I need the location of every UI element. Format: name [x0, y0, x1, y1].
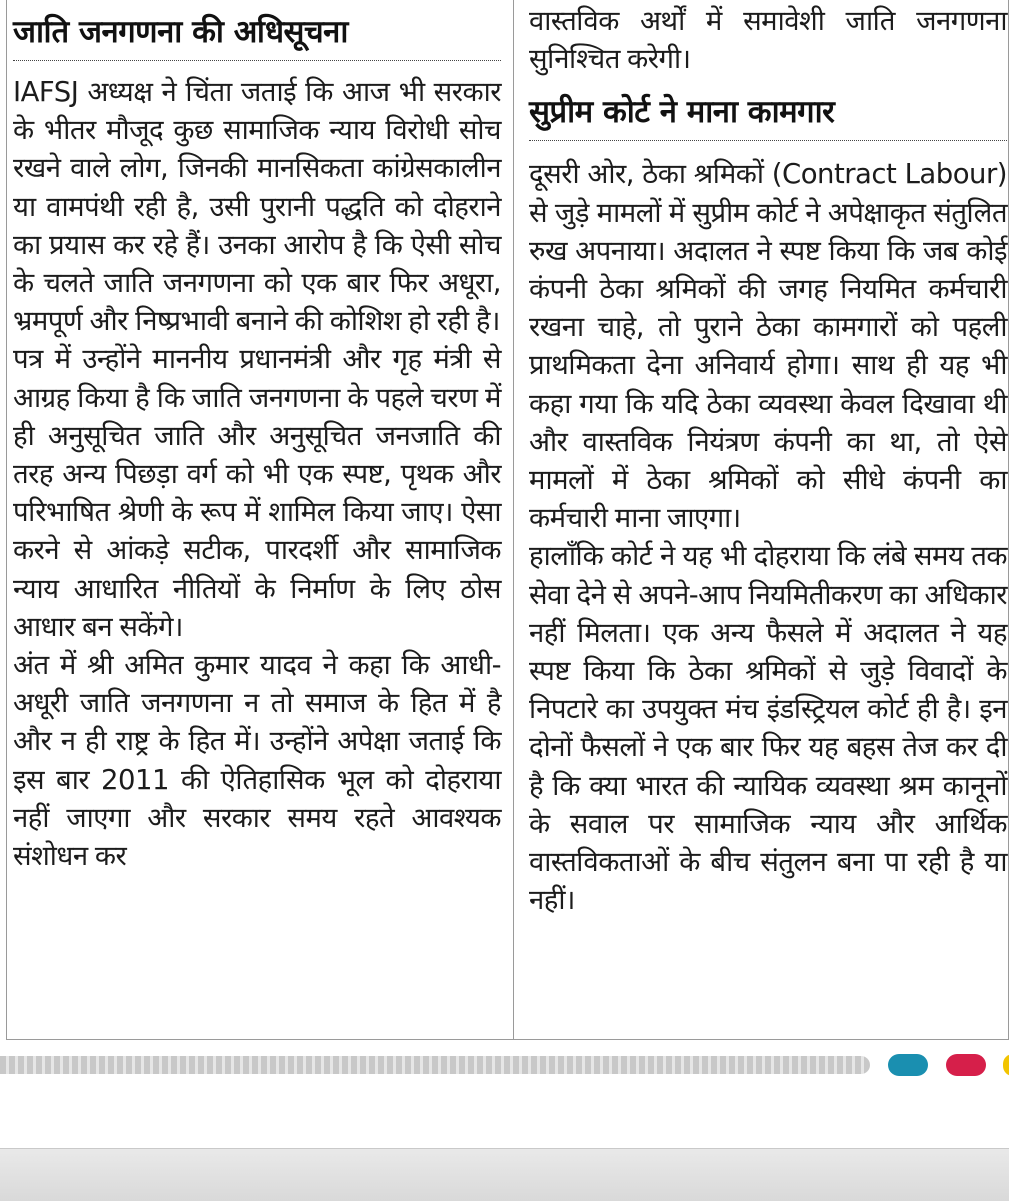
headline-rule — [529, 140, 1007, 141]
right-headline: सुप्रीम कोर्ट ने माना कामगार — [529, 94, 835, 131]
left-paragraph-2: पत्र में उन्होंने माननीय प्रधानमंत्री और गृह मंत्री से आग्रह किया है कि जाति जनगणना के पहले चरण में ही अनुसूचित जाति और अनुसूचित जनजाति की तरह अन्य पिछड़ा वर्ग को भी एक स्पष्ट, पृथक और परिभाषित श्रेणी के रूप में शामिल किया जाए। ऐसा करने से आंकड़े सटीक, पारदर्शी और सामाजिक न्याय आधारित नीतियों के निर्माण के लिए ठोस आधार बन सकेंगे। — [13, 343, 501, 643]
bottom-toolbar — [0, 1148, 1009, 1201]
red-dot — [946, 1054, 986, 1076]
left-column — [13, 0, 501, 875]
headline-rule — [13, 60, 501, 61]
yellow-dot — [1003, 1054, 1009, 1076]
left-paragraph-3: अंत में श्री अमित कुमार यादव ने कहा कि आधी-अधूरी जाति जनगणना न तो समाज के हित में है और न ही राष्ट्र के हित में। उन्होंने अपेक्षा जताई कि इस बार 2011 की ऐतिहासिक भूल को दोहराया नहीं जाएगा और सरकार समय रहते आवश्यक संशोधन कर — [13, 649, 501, 873]
right-continuation: वास्तविक अर्थों में समावेशी जाति जनगणना सुनिश्चित करेगी। — [529, 5, 1007, 76]
strip-band — [0, 1056, 870, 1074]
newspaper-clipping — [6, 0, 1009, 1040]
right-paragraph-2: हालाँकि कोर्ट ने यह भी दोहराया कि लंबे समय तक सेवा देने से अपने-आप नियमितीकरण का अधिकार नहीं मिलता। एक अन्य फैसले में अदालत ने यह स्पष्ट किया कि ठेका श्रमिकों से जुड़े विवादों के निपटारे का उपयुक्त मंच इंडस्ट्रियल कोर्ट ही है। इन दोनों फैसलों ने एक बार फिर यह बहस तेज कर दी है कि क्या भारत की न्यायिक व्यवस्था श्रम कानूनों के सवाल पर सामाजिक न्याय और आर्थिक वास्तविकताओं के बीच संतुलन बना पा रही है या नहीं। — [529, 540, 1007, 917]
left-paragraph-1: IAFSJ अध्यक्ष ने चिंता जताई कि आज भी सरकार के भीतर मौजूद कुछ सामाजिक न्याय विरोधी सोच रखने वाले लोग, जिनकी मानसिकता कांग्रेसकालीन या वामपंथी रही है, उसी पुरानी पद्धति को दोहराने का प्रयास कर रहे हैं। उनका आरोप है कि ऐसी सोच के चलते जाति जनगणना को एक बार फिर अधूरा, भ्रमपूर्ण और निष्प्रभावी बनाने की कोशिश हो रही है। — [13, 76, 501, 338]
right-paragraph-1: दूसरी ओर, ठेका श्रमिकों (Contract Labour) से जुड़े मामलों में सुप्रीम कोर्ट ने अपेक्षाकृत संतुलित रुख अपनाया। अदालत ने स्पष्ट किया कि जब कोई कंपनी ठेका श्रमिकों की जगह नियमित कर्मचारी रखना चाहे, तो पुराने ठेका कामगारों को पहली प्राथमिकता देना अनिवार्य होगा। साथ ही यह भी कहा गया कि यदि ठेका व्यवस्था केवल दिखावा थी और वास्तविक नियंत्रण कंपनी का था, तो ऐसे मामलों में ठेका श्रमिकों को सीधे कंपनी का कर्मचारी माना जाएगा। — [529, 158, 1007, 535]
right-column — [529, 0, 1007, 919]
column-divider — [513, 0, 514, 1040]
left-headline: जाति जनगणना की अधिसूचना — [13, 14, 348, 50]
decorative-strip — [0, 1048, 1009, 1082]
blue-dot — [888, 1054, 928, 1076]
